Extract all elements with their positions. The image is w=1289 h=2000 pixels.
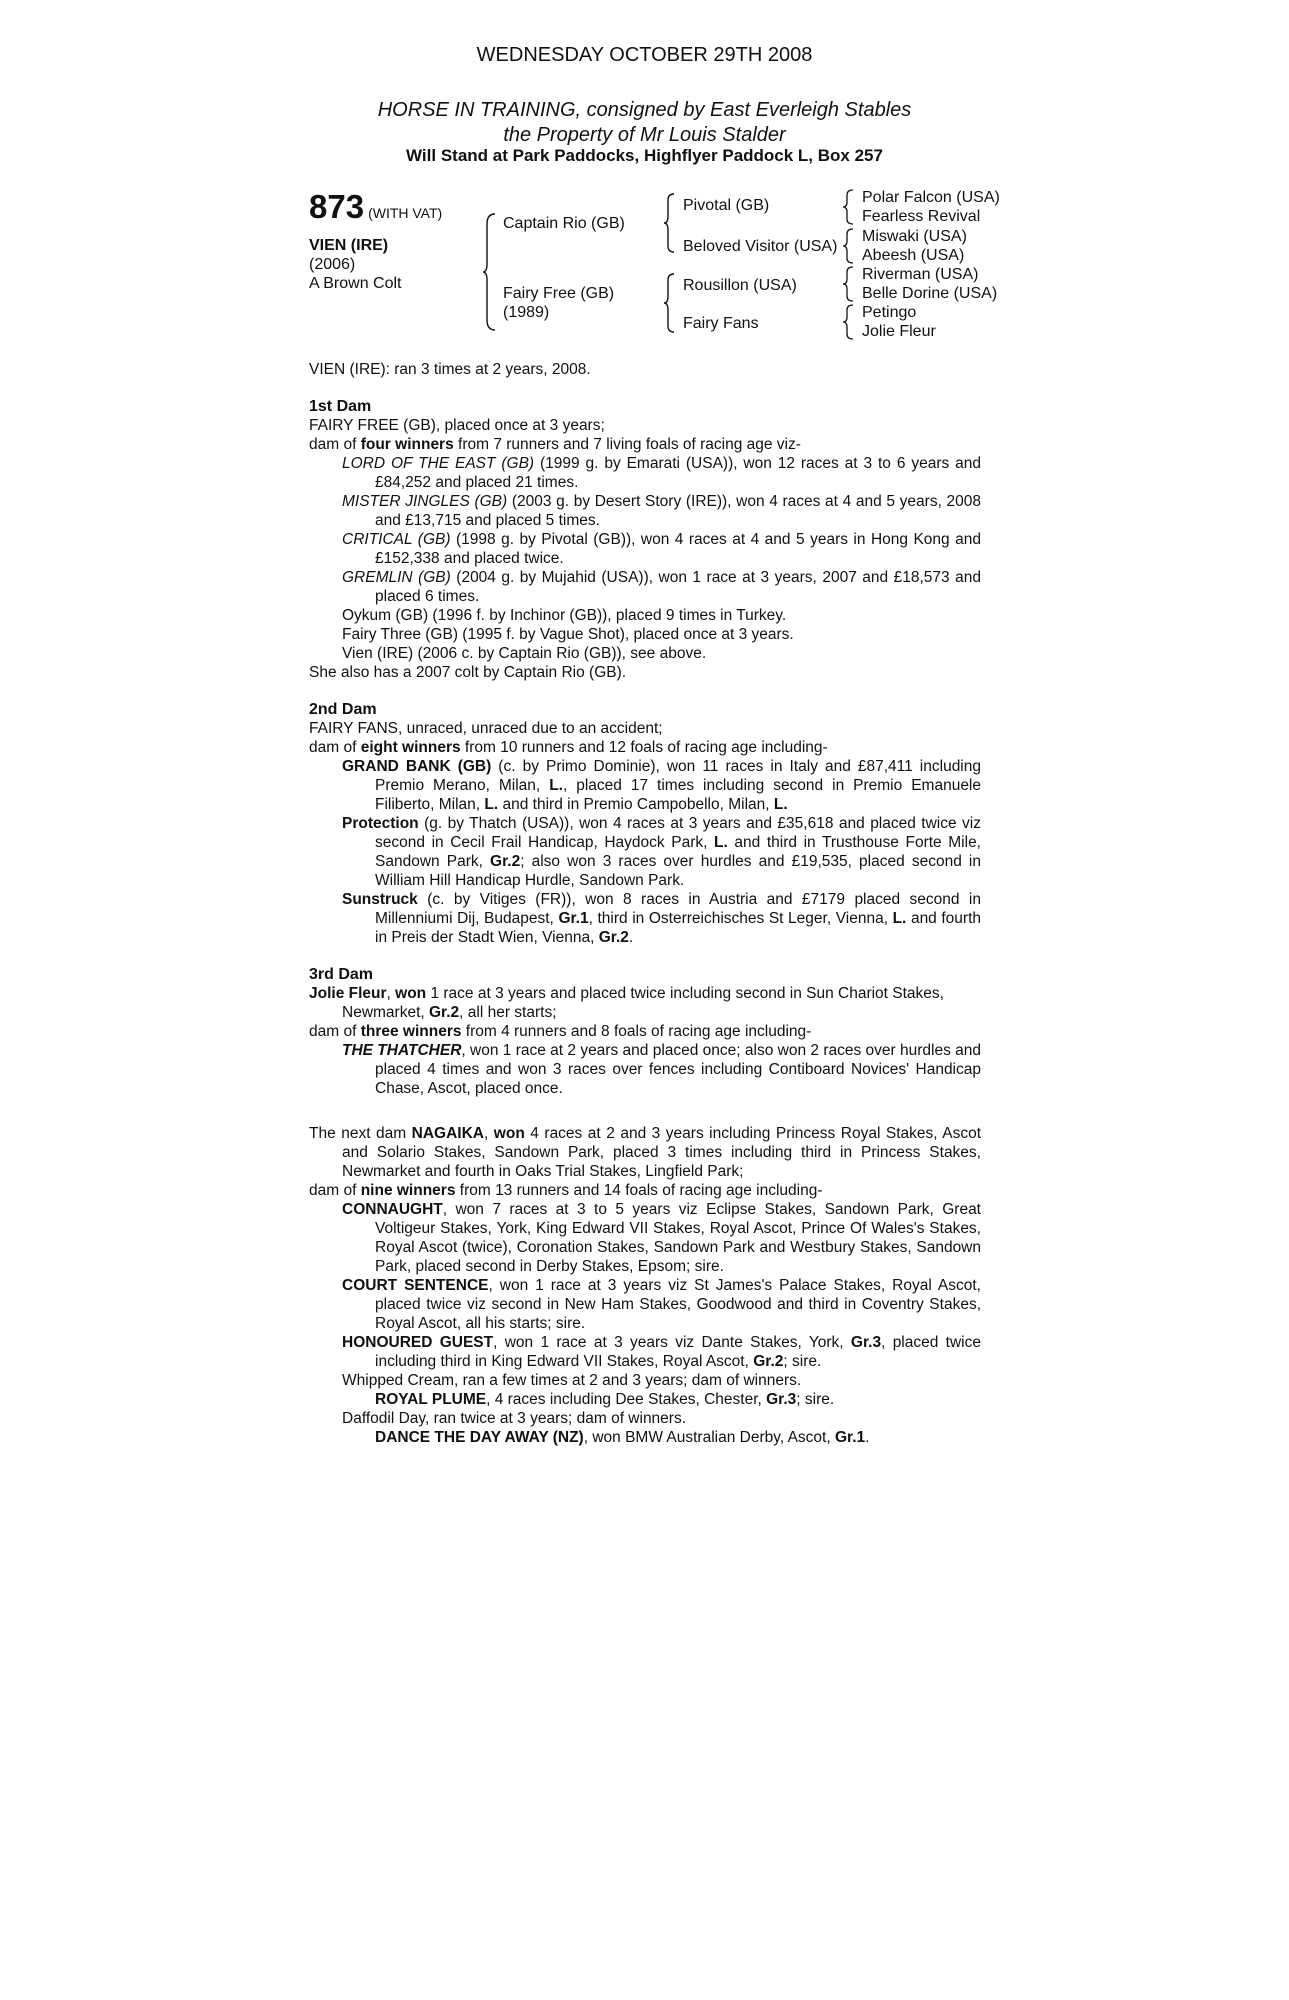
horse-year: (2006) bbox=[309, 256, 356, 273]
pedigree-dam-dam: Fairy Fans bbox=[683, 315, 759, 332]
entry-text: (c. by Vitiges (FR)), won 8 races in Austria and £7179 placed second in Millenniumi Dij, Budapest, bbox=[375, 891, 981, 927]
comma: , bbox=[386, 985, 396, 1002]
grade-label: L. bbox=[773, 796, 788, 813]
first-dam-heading: 1st Dam bbox=[309, 398, 372, 415]
horse-name: Sunstruck bbox=[342, 891, 418, 908]
horse-info bbox=[309, 236, 401, 293]
second-dam-produce bbox=[309, 738, 981, 757]
produce-entry: Fairy Three (GB) (1995 f. by Vague Shot), placed once at 3 years. bbox=[342, 626, 794, 643]
grade-label: Gr.3 bbox=[850, 1334, 882, 1351]
horse-name: ROYAL PLUME bbox=[375, 1391, 487, 1408]
entry-text: , won BMW Australian Derby, Ascot, bbox=[583, 1429, 835, 1446]
lot-number: 873 bbox=[309, 188, 365, 225]
entry-text: (g. by Thatch (USA)), won 4 races at 3 years and £35,618 and placed twice viz second in Cecil Frail Handicap, Haydock Park, bbox=[375, 815, 981, 851]
pedigree-sire-dam: Beloved Visitor (USA) bbox=[683, 238, 838, 255]
produce-entry bbox=[309, 1041, 981, 1098]
third-dam-heading: 3rd Dam bbox=[309, 966, 374, 983]
grade-label: Gr.3 bbox=[766, 1391, 797, 1408]
horse-name: HONOURED GUEST bbox=[342, 1334, 494, 1351]
period: . bbox=[865, 1429, 870, 1446]
grade-label: Gr.2 bbox=[490, 853, 521, 870]
entry-text: , placed 17 times including second in Premio Emanuele Filiberto, Milan, bbox=[375, 777, 981, 813]
horse-name: CRITICAL (GB) bbox=[342, 531, 451, 548]
pedigree-ssd: Fearless Revival bbox=[862, 208, 981, 225]
first-dam-produce bbox=[309, 435, 981, 454]
brace-rousillon bbox=[842, 265, 856, 303]
pedigree-sdd: Abeesh (USA) bbox=[862, 247, 965, 264]
brace-beloved-visitor bbox=[842, 227, 856, 265]
grade-label: Gr.2 bbox=[429, 1004, 460, 1021]
consignment-info bbox=[0, 98, 1289, 148]
horse-name: MISTER JINGLES (GB) bbox=[342, 493, 508, 510]
third-dam-intro bbox=[309, 984, 981, 1022]
entry-text: (2003 g. by Desert Story (IRE)), won 4 races at 4 and 5 years, 2008 and £13,715 and placed 5 times. bbox=[375, 493, 982, 529]
text: dam of bbox=[309, 436, 361, 453]
text: from 4 runners and 8 foals of racing age including- bbox=[461, 1023, 812, 1040]
entry-text: , won 1 race at 3 years viz St James's Palace Stakes, Royal Ascot, placed twice viz second in New Ham Stakes, Goodwood and third in Coventry Stakes, Royal Ascot, all his starts; sire. bbox=[375, 1277, 981, 1332]
pedigree-ddd: Jolie Fleur bbox=[862, 323, 936, 340]
sale-date: WEDNESDAY OCTOBER 29TH 2008 bbox=[476, 44, 813, 66]
winners-count: four winners bbox=[360, 436, 454, 453]
sire-dam-brace bbox=[482, 212, 498, 332]
pedigree-dam-year: (1989) bbox=[503, 304, 550, 321]
text: from 10 runners and 12 foals of racing age including- bbox=[460, 739, 828, 756]
produce-entry: Whipped Cream, ran a few times at 2 and 3 years; dam of winners. bbox=[342, 1372, 802, 1389]
grade-label: Gr.1 bbox=[558, 910, 589, 927]
entry-text: (c. by Primo Dominie), won 11 races in Italy and £87,411 including Premio Merano, Milan, bbox=[375, 758, 981, 794]
entry-text: , won 1 race at 3 years viz Dante Stakes, York, bbox=[493, 1334, 851, 1351]
pedigree-sire: Captain Rio (GB) bbox=[503, 215, 625, 232]
consignor-line: HORSE IN TRAINING, consigned by East Everleigh Stables bbox=[377, 99, 912, 121]
produce-entry: Vien (IRE) (2006 c. by Captain Rio (GB)), see above. bbox=[342, 645, 707, 662]
first-dam-intro: FAIRY FREE (GB), placed once at 3 years; bbox=[309, 417, 605, 434]
pedigree-dam-name: Fairy Free (GB) bbox=[503, 285, 615, 302]
horse-name: GRAND BANK (GB) bbox=[342, 758, 492, 775]
entry-text: , third in Osterreichisches St Leger, Vienna, bbox=[588, 910, 893, 927]
text: from 13 runners and 14 foals of racing age including- bbox=[455, 1182, 823, 1199]
entry-text: 1 race at 3 years and placed twice including second in Sun Chariot Stakes, Newmarket, bbox=[342, 985, 944, 1021]
lot-number-block bbox=[309, 188, 442, 226]
produce-entry bbox=[309, 492, 981, 530]
second-dam-intro: FAIRY FANS, unraced, unraced due to an accident; bbox=[309, 720, 663, 737]
period: . bbox=[628, 929, 634, 946]
third-dam-produce bbox=[309, 1022, 981, 1041]
pedigree-sire-sire: Pivotal (GB) bbox=[683, 197, 770, 214]
brace-pivotal bbox=[842, 188, 856, 226]
entry-text: , 4 races including Dee Stakes, Chester, bbox=[486, 1391, 767, 1408]
pedigree-dam bbox=[503, 284, 614, 322]
produce-entry: Daffodil Day, ran twice at 3 years; dam of winners. bbox=[342, 1410, 687, 1427]
produce-entry bbox=[309, 1428, 981, 1447]
produce-entry bbox=[309, 530, 981, 568]
produce-entry bbox=[309, 890, 981, 947]
produce-entry bbox=[309, 1200, 981, 1276]
brace-fairy-fans bbox=[842, 303, 856, 341]
pedigree-dds: Petingo bbox=[862, 304, 917, 321]
produce-entry bbox=[309, 757, 981, 814]
text: dam of bbox=[309, 739, 361, 756]
entry-text: ; sire. bbox=[796, 1391, 835, 1408]
winners-count: three winners bbox=[360, 1023, 462, 1040]
catalogue-body bbox=[309, 360, 981, 1447]
entry-text: , placed twice including third in King Edward VII Stakes, Royal Ascot, bbox=[375, 1334, 981, 1370]
produce-entry bbox=[309, 1390, 981, 1409]
text: dam of bbox=[309, 1182, 361, 1199]
grade-label: L. bbox=[714, 834, 728, 851]
text: from 7 runners and 7 living foals of racing age viz- bbox=[453, 436, 801, 453]
text: The next dam bbox=[309, 1125, 412, 1142]
grade-label: Gr.1 bbox=[834, 1429, 866, 1446]
text: dam of bbox=[309, 1023, 361, 1040]
dam-name: NAGAIKA bbox=[411, 1125, 484, 1142]
entry-text: , all her starts; bbox=[459, 1004, 557, 1021]
race-record: VIEN (IRE): ran 3 times at 2 years, 2008. bbox=[309, 361, 591, 378]
grade-label: Gr.2 bbox=[598, 929, 629, 946]
entry-text: (1999 g. by Emarati (USA)), won 12 races at 3 to 6 years and £84,252 and placed 21 times. bbox=[375, 455, 981, 491]
pedigree-dsd: Belle Dorine (USA) bbox=[862, 285, 998, 302]
pedigree-sss: Polar Falcon (USA) bbox=[862, 189, 1000, 206]
produce-entry bbox=[309, 1276, 981, 1333]
produce-entry bbox=[309, 1333, 981, 1371]
vat-note: (WITH VAT) bbox=[368, 205, 443, 221]
horse-name: COURT SENTENCE bbox=[342, 1277, 489, 1294]
horse-name: LORD OF THE EAST (GB) bbox=[342, 455, 535, 472]
dam-line-brace bbox=[663, 272, 677, 334]
entry-text: (1998 g. by Pivotal (GB)), won 4 races at 4 and 5 years in Hong Kong and £152,338 and placed twice. bbox=[375, 531, 981, 567]
grade-label: L. bbox=[892, 910, 907, 927]
produce-entry bbox=[309, 454, 981, 492]
entry-text: 4 races at 2 and 3 years including Princess Royal Stakes, Ascot and Solario Stakes, Sandown Park, placed 3 times including third in Princess Stakes, Newmarket and fourth in Oaks Trial Stakes, Lingfield Park; bbox=[342, 1125, 982, 1180]
first-dam-also: She also has a 2007 colt by Captain Rio (GB). bbox=[309, 664, 627, 681]
winners-count: nine winners bbox=[360, 1182, 456, 1199]
winners-count: eight winners bbox=[360, 739, 461, 756]
horse-name: GREMLIN (GB) bbox=[342, 569, 451, 586]
stand-location: Will Stand at Park Paddocks, Highflyer Paddock L, Box 257 bbox=[406, 146, 883, 165]
grade-label: L. bbox=[484, 796, 499, 813]
entry-text: ; sire. bbox=[783, 1353, 822, 1370]
next-dam-intro bbox=[309, 1124, 981, 1181]
entry-text: and fourth in Preis der Stadt Wien, Vienna, bbox=[375, 910, 982, 946]
entry-text: (2004 g. by Mujahid (USA)), won 1 race at 3 years, 2007 and £18,573 and placed 6 times. bbox=[375, 569, 981, 605]
dam-name: Jolie Fleur bbox=[309, 985, 387, 1002]
owner-line: the Property of Mr Louis Stalder bbox=[503, 124, 786, 146]
pedigree-sds: Miswaki (USA) bbox=[862, 228, 967, 245]
won-label: won bbox=[493, 1125, 525, 1142]
entry-text: , won 1 race at 2 years and placed once; also won 2 races over hurdles and placed 4 times and won 3 races over fences including Contiboard Novices' Handicap Chase, Ascot, placed once. bbox=[375, 1042, 981, 1097]
horse-name: Protection bbox=[342, 815, 419, 832]
entry-text: and third in Premio Campobello, Milan, bbox=[498, 796, 774, 813]
second-dam-heading: 2nd Dam bbox=[309, 701, 377, 718]
produce-entry: Oykum (GB) (1996 f. by Inchinor (GB)), placed 9 times in Turkey. bbox=[342, 607, 787, 624]
horse-name: VIEN (IRE) bbox=[309, 237, 389, 254]
pedigree-dss: Riverman (USA) bbox=[862, 266, 979, 283]
next-dam-produce bbox=[309, 1181, 981, 1200]
pedigree-dam-sire: Rousillon (USA) bbox=[683, 277, 797, 294]
produce-entry bbox=[309, 568, 981, 606]
entry-text: , won 7 races at 3 to 5 years viz Eclipse Stakes, Sandown Park, Great Voltigeur Stakes, York, King Edward VII Stakes, Royal Ascot, Prince Of Wales's Stakes, Royal Ascot (twice), Coronation Stakes, Sandown Park and Westbury Stakes, Sandown Park, placed second in Derby Stakes, Epsom; sire. bbox=[375, 1201, 981, 1275]
horse-name: CONNAUGHT bbox=[342, 1201, 443, 1218]
won-label: won bbox=[395, 985, 427, 1002]
horse-name: DANCE THE DAY AWAY (NZ) bbox=[375, 1429, 584, 1446]
horse-name: THE THATCHER bbox=[342, 1042, 462, 1059]
sire-line-brace bbox=[663, 192, 677, 254]
comma: , bbox=[483, 1125, 494, 1142]
grade-label: Gr.2 bbox=[753, 1353, 784, 1370]
produce-entry bbox=[309, 814, 981, 890]
horse-description: A Brown Colt bbox=[309, 275, 402, 292]
entry-text: and third in Trusthouse Forte Mile, Sandown Park, bbox=[375, 834, 981, 870]
entry-text: ; also won 3 races over hurdles and £19,535, placed second in William Hill Handicap Hurdle, Sandown Park. bbox=[375, 853, 981, 889]
grade-label: L. bbox=[549, 777, 563, 794]
